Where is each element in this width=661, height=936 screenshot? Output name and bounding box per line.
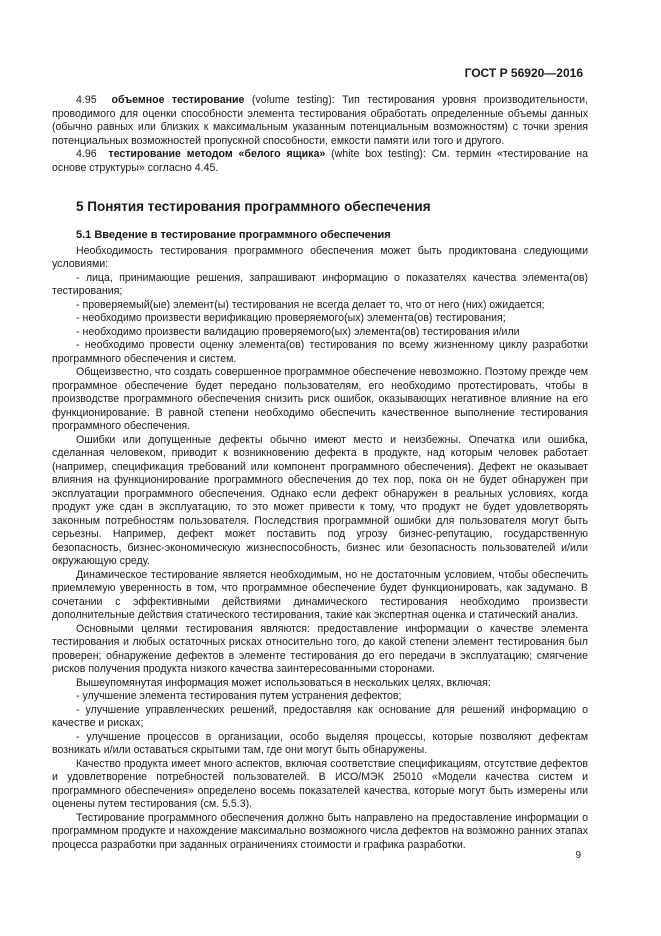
list-item: - проверяемый(ые) элемент(ы) тестирования не всегда делает то, что от него (них) ожидается; [76, 298, 545, 311]
definition-text: (white box testing): См. термин «тестирование на основе структуры» согласно 4.45. [52, 148, 588, 174]
definition-text: (volume testing): Тип тестирования уровня производительности, проводимого для оценки способности элемента тестирования обработать определенные объемы данных (обычно равных или близких к максимальным указанным потенциальным возможностям) с точки зрения потенциальных возможностей пропускной способности, емкости памяти или того и другого. [52, 94, 588, 147]
list-item: - необходимо произвести верификацию проверяемого(ых) элемента(ов) тестирования; [76, 312, 506, 324]
definition-4-95 [52, 94, 588, 148]
list-item: - лица, принимающие решения, запрашивают информацию о показателях качества элемента(ов) тестирования; [52, 271, 588, 297]
definition-term: объемное тестирование [111, 94, 245, 106]
definition-term: тестирование методом «белого ящика» [108, 148, 326, 160]
section-title: 5 Понятия тестирования программного обеспечения [76, 199, 431, 214]
body-paragraph: Ошибки или допущенные дефекты обычно имеют место и неизбежны. Опечатка или ошибка, сделанная человеком, приводит к возникновению дефекта в продукте, над которым человек работает (например, спецификация требований или компонент программного обеспечения). Дефект не оказывает влияния на функционирование программного обеспечения до тех пор, пока он не будет обнаружен при эксплуатации программного обеспечения. Однако если дефект обнаружен в реальных условиях, когда продукт уже сдан в эксплуатацию, то это может привести к тому, что продукт не будет удовлетворять законным потребностям пользователя. Последствия программной ошибки для пользователя могут быть серьезны. Например, дефект может поставить под угрозу бизнес-репутацию, государственную безопасность, бизнес-экономическую жизнеспособность, бизнес или безопасность пользователей и/или окружающую среду. [52, 433, 588, 567]
list-item: - улучшение элемента тестирования путем устранения дефектов; [76, 690, 402, 702]
body-paragraph: Необходимость тестирования программного обеспечения может быть продиктована следующими условиями: [52, 244, 588, 270]
body-paragraph: Основными целями тестирования являются: предоставление информации о качестве элемента тестирования и любых остаточных рисках относительно того, до какой степени элемент тестирования был проверен; обнаружение дефектов в элементе тестирования до его передачи в эксплуатацию; смягчение рисков получения продукта низкого качества заинтересованными сторонами. [52, 622, 588, 675]
body-paragraph: Тестирование программного обеспечения должно быть направлено на предоставление информации о программном продукте и нахождение максимально возможного числа дефектов на возможно ранних этапах процесса разработки при заданных ограничениях стоимости и графика разработки. [52, 811, 588, 851]
page-content [52, 94, 588, 852]
body-paragraph: Общеизвестно, что создать совершенное программное обеспечение невозможно. Поэтому прежде чем программное обеспечение будет передано пользователям, его необходимо протестировать, чтобы в производстве программного обеспечения снизить риск ошибок, оказывающих негативное влияние на его функционирование. В равной степени необходимо обеспечить качественное выполнение тестирования программного обеспечения. [52, 366, 588, 432]
list-item: - улучшение процессов в организации, особо выделяя процессы, которые позволяют дефектам возникать и/или оставаться скрытыми там, где они могут быть обнаружены. [52, 730, 588, 756]
body-paragraph: Динамическое тестирование является необходимым, но не достаточным условием, чтобы обеспечить приемлемую уверенность в том, что программное обеспечение будет функционировать, как задумано. В сочетании с эффективными действиями динамического тестирования необходимо произвести дополнительные действия статического тестирования, такие как экспертная оценка и статический анализ. [52, 568, 588, 621]
standard-code: ГОСТ Р 56920—2016 [464, 66, 583, 80]
definition-4-96 [52, 148, 588, 175]
definition-number: 4.95 [76, 94, 97, 106]
subsection-title: 5.1 Введение в тестирование программного обеспечения [76, 229, 391, 241]
list-item: - улучшение управленческих решений, предоставляя как основание для решений информацию о качестве и рисках; [52, 703, 588, 729]
list-item: - необходимо провести оценку элемента(ов) тестирования по всему жизненному циклу разработки программного обеспечения и систем. [52, 339, 588, 365]
body-paragraph: Качество продукта имеет много аспектов, включая соответствие спецификациям, отсутствие дефектов и удовлетворение потребностей пользователей. В ИСО/МЭК 25010 «Модели качества систем и программного обеспечения» определено восемь показателей качества, которые могут быть измерены или оценены путем тестирования (см. 5.5.3). [52, 757, 588, 810]
page-number: 9 [575, 850, 581, 861]
list-item: - необходимо произвести валидацию проверяемого(ых) элемента(ов) тестирования и/или [76, 325, 520, 338]
body-paragraph: Вышеупомянутая информация может использоваться в нескольких целях, включая: [76, 676, 491, 689]
definition-number: 4.96 [76, 148, 97, 160]
